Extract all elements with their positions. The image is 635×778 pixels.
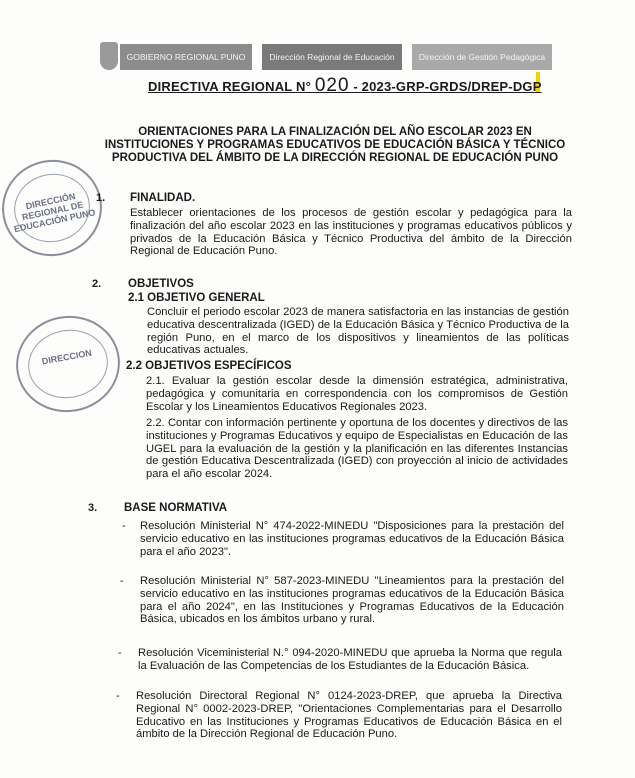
section-2-2-item-1: 2.1. Evaluar la gestión escolar desde la dimensión estratégica, administrativa, pedagógica y comunitaria en correspondencia con los compromisos de Gestión Escolar y los Lineamientos Educativos Regionales 2023. [146,375,568,413]
normative-item-1: Resolución Ministerial N° 474-2022-MINEDU "Disposiciones para la prestación del servicio educativo en las instituciones programas educativos de la Educación Básica para el año 2023". [140,520,564,558]
header-box-gestion-label: Dirección de Gestión Pedagógica [418,51,546,62]
official-stamp-2 [8,308,127,421]
section-3-heading: BASE NORMATIVA [124,502,228,514]
directive-number: 020 [314,75,350,96]
header-box-gestion [412,44,552,70]
header-box-direccion-label: Dirección Regional de Educación [269,51,395,62]
header-box-gobierno [120,44,252,70]
header-box-direccion [262,44,402,70]
section-2-2-item-2: 2.2. Contar con información pertinente y oportuna de los docentes y directivos de las instituciones y Programas Educativos y equipo de Especialistas en Educación de las UGEL para la evaluación de la gestión y la planificación en las diferentes Instancias de gestión Educativa Descentralizada (IGED) con proyección al inicio de actividades para el año escolar 2024. [146,417,568,481]
section-2-heading: OBJETIVOS [128,278,194,290]
normative-item-4: Resolución Directoral Regional N° 0124-2023-DREP, que aprueba la Directiva Regional N° 0002-2023-DREP, "Orientaciones Complementarias para el Desarrollo Educativo en las Instituciones y Programas Educativos de Educación Básica en el ámbito de la Dirección Regional de Educación Puno. [136,690,562,741]
bullet-dash-icon: - [122,520,126,532]
bullet-dash-icon: - [120,575,124,587]
bullet-dash-icon: - [118,647,122,659]
section-2-number: 2. [92,278,102,290]
section-1-text: Establecer orientaciones de los procesos de gestión escolar y pedagógica para la finalización del año escolar 2023 en las instituciones y programas educativos públicos y privados de la Educación Básica y Técnico Productiva del ámbito de la Dirección Regional de Educación Puno. [130,207,572,258]
section-3-number: 3. [88,502,98,514]
document-title: ORIENTACIONES PARA LA FINALIZACIÓN DEL AÑO ESCOLAR 2023 EN INSTITUCIONES Y PROGRAMAS EDUCATIVOS DE EDUCACIÓN BÁSICA Y TÉCNICO PRODUCTIVA DEL ÁMBITO DE LA DIRECCIÓN REGIONAL DE EDUCACIÓN PUNO [104,126,566,164]
bullet-dash-icon: - [116,690,120,702]
section-2-1-text: Concluir el periodo escolar 2023 de manera satisfactoria en las instancias de gestión educativa descentralizada (IGED) de la Educación Básica y Técnico Productiva de la región Puno, en el marco de los dispositivos y lineamientos de las políticas educativas actuales. [147,306,569,357]
regional-logo-icon [100,42,118,70]
directive-suffix: - 2023-GRP-GRDS/DREP-DGP [353,79,542,94]
section-2-2-heading: 2.2 OBJETIVOS ESPECÍFICOS [126,360,292,372]
normative-item-3: Resolución Viceministerial N.° 094-2020-MINEDU que aprueba la Norma que regula la Evaluación de las Competencias de los Estudiantes de la Educación Básica. [138,647,562,672]
directive-title [148,75,542,97]
stamp-1-text: DIRECCIÓN REGIONAL DE EDUCACIÓN PUNO [13,191,97,235]
directive-prefix: DIRECTIVA REGIONAL N° [148,79,311,94]
section-1-heading: FINALIDAD. [130,192,196,204]
header-box-gobierno-label: GOBIERNO REGIONAL PUNO [126,51,246,62]
stamp-2-text: DIRECCION [41,347,93,367]
section-1-number: 1. [96,192,106,204]
official-stamp-1 [0,151,111,266]
section-2-1-heading: 2.1 OBJETIVO GENERAL [128,292,265,304]
normative-item-2: Resolución Ministerial N° 587-2023-MINEDU "Lineamientos para la prestación del servicio educativo en las instituciones programas educativos de la Educación Básica para el año 2024", en las Instituciones y Programas Educativos de la Educación Básica, ubicados en los ámbitos urbano y rural. [140,575,564,626]
